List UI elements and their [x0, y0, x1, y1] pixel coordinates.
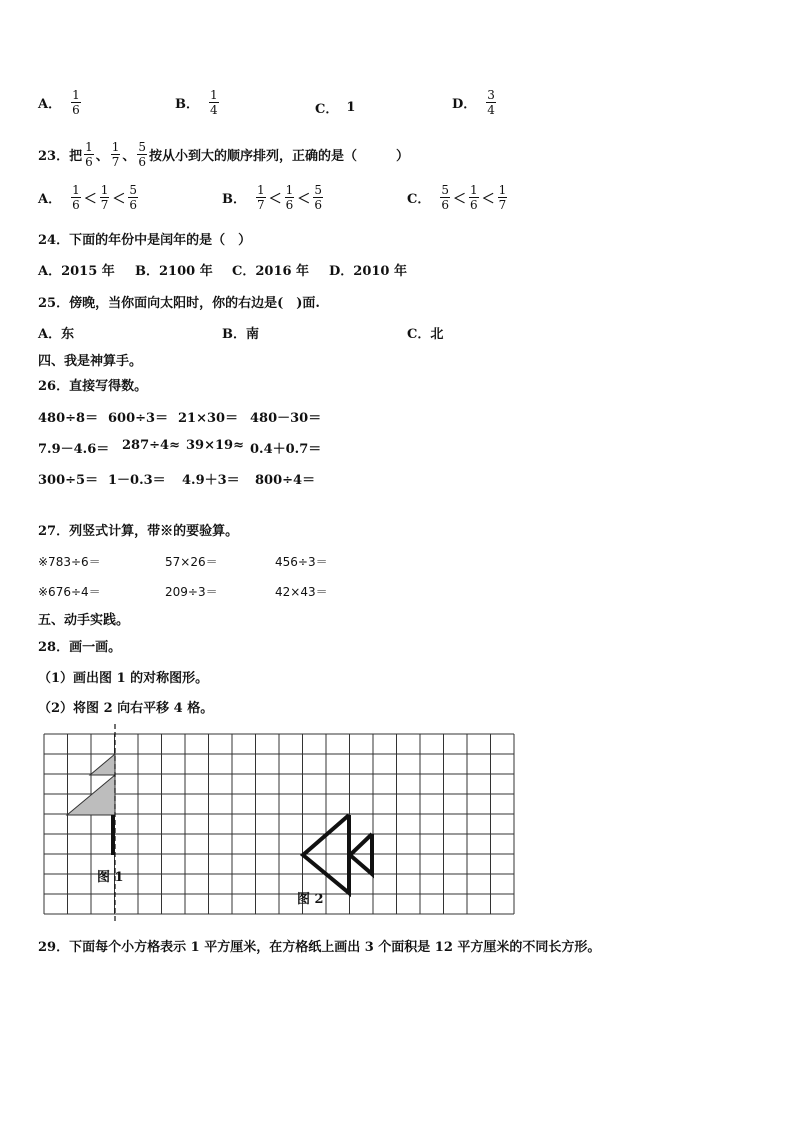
q24-option-c: C．2016 年	[232, 264, 310, 279]
figure-2-label: 图 2	[297, 892, 324, 907]
q26-item: 0.4＋0.7＝	[250, 442, 322, 457]
q26-item: 480－30＝	[250, 411, 322, 426]
fraction: $\frac{1}{7}$	[257, 183, 265, 212]
fraction: $\frac{1}{6}$	[470, 183, 478, 212]
fraction: $\frac{5}{6}$	[441, 183, 449, 212]
q23-option-c: C． $\frac{5}{6}$ ＜ $\frac{1}{6}$ ＜ $\frac{1}{7}$	[407, 183, 507, 212]
q22-option-c: C． 1	[315, 100, 356, 117]
figure-1-shape	[90, 754, 115, 775]
q27-item: 42×43＝	[275, 585, 328, 599]
q24-option-a: A．2015 年	[38, 264, 115, 279]
q26-item: 1－0.3＝	[108, 473, 166, 488]
q26-stem: 26．直接写得数。	[38, 379, 148, 394]
fraction: $\frac{1}{7}$	[111, 140, 120, 169]
q27-item: 209÷3＝	[165, 585, 218, 599]
fraction: $\frac{1}{6}$	[72, 183, 80, 212]
q24-option-b: B．2100 年	[135, 264, 213, 279]
q27-item: 456÷3＝	[275, 555, 328, 569]
q25-stem: 25．傍晚，当你面向太阳时，你的右边是( )面.	[38, 296, 320, 311]
fraction: $\frac{3}{4}$	[487, 88, 495, 117]
fraction: $\frac{1}{6}$	[72, 88, 80, 117]
q22-option-d: D． $\frac{3}{4}$	[452, 88, 495, 117]
q26-item: 4.9＋3＝	[182, 473, 240, 488]
q27-item: ※783÷6＝	[38, 555, 101, 569]
fraction: $\frac{1}{4}$	[210, 88, 218, 117]
q25-option-c: C．北	[407, 327, 444, 342]
q29-stem: 29．下面每个小方格表示 1 平方厘米，在方格纸上画出 3 个面积是 12 平方厘米的不同长方形。	[38, 940, 601, 955]
q23-option-b: B． $\frac{1}{7}$ ＜ $\frac{1}{6}$ ＜ $\frac{5}{6}$	[222, 183, 322, 212]
q24-stem: 24．下面的年份中是闰年的是（ ）	[38, 233, 252, 248]
q22-option-a: A． $\frac{1}{6}$	[38, 88, 80, 117]
q26-item: 21×30＝	[178, 411, 239, 426]
q26-item: 287÷4≈	[122, 438, 180, 453]
fraction: $\frac{5}{6}$	[129, 183, 138, 212]
figure-1-label: 图 1	[97, 870, 124, 885]
q23-option-a: A． $\frac{1}{6}$ ＜ $\frac{1}{7}$ ＜ $\frac{5}{6}$	[38, 183, 138, 212]
q26-item: 300÷5＝	[38, 473, 99, 488]
fraction: $\frac{5}{6}$	[138, 140, 147, 169]
fraction: $\frac{1}{6}$	[285, 183, 294, 212]
fraction: $\frac{1}{7}$	[498, 183, 507, 212]
q25-option-b: B．南	[222, 327, 259, 342]
q26-item: 480÷8＝	[38, 411, 99, 426]
q23-stem: 23．把 $\frac{1}{6}$ 、 $\frac{1}{7}$ 、 $\frac{5}{6}$ 按从小到大的顺序排列，正确的是（ ）	[38, 140, 410, 169]
q26-item: 39×19≈	[186, 438, 244, 453]
q27-stem: 27．列竖式计算，带※的要验算。	[38, 524, 239, 539]
fraction: $\frac{5}{6}$	[314, 183, 322, 212]
q25-option-a: A．东	[38, 327, 75, 342]
q27-item: 57×26＝	[165, 555, 218, 569]
q26-item: 600÷3＝	[108, 411, 169, 426]
section-5-heading: 五、动手实践。	[38, 613, 130, 628]
q22-option-b: B． $\frac{1}{4}$	[175, 88, 218, 117]
section-4-heading: 四、我是神算手。	[38, 354, 143, 369]
q26-item: 800÷4＝	[255, 473, 316, 488]
fraction: $\frac{1}{7}$	[100, 183, 109, 212]
q27-item: ※676÷4＝	[38, 585, 101, 599]
q28-part-1: （1）画出图 1 的对称图形。	[38, 671, 209, 686]
q28-part-2: （2）将图 2 向右平移 4 格。	[38, 701, 214, 716]
fraction: $\frac{1}{6}$	[85, 140, 93, 169]
q28-stem: 28．画一画。	[38, 640, 122, 655]
q24-option-d: D．2010 年	[329, 264, 407, 279]
q26-item: 7.9－4.6＝	[38, 442, 110, 457]
